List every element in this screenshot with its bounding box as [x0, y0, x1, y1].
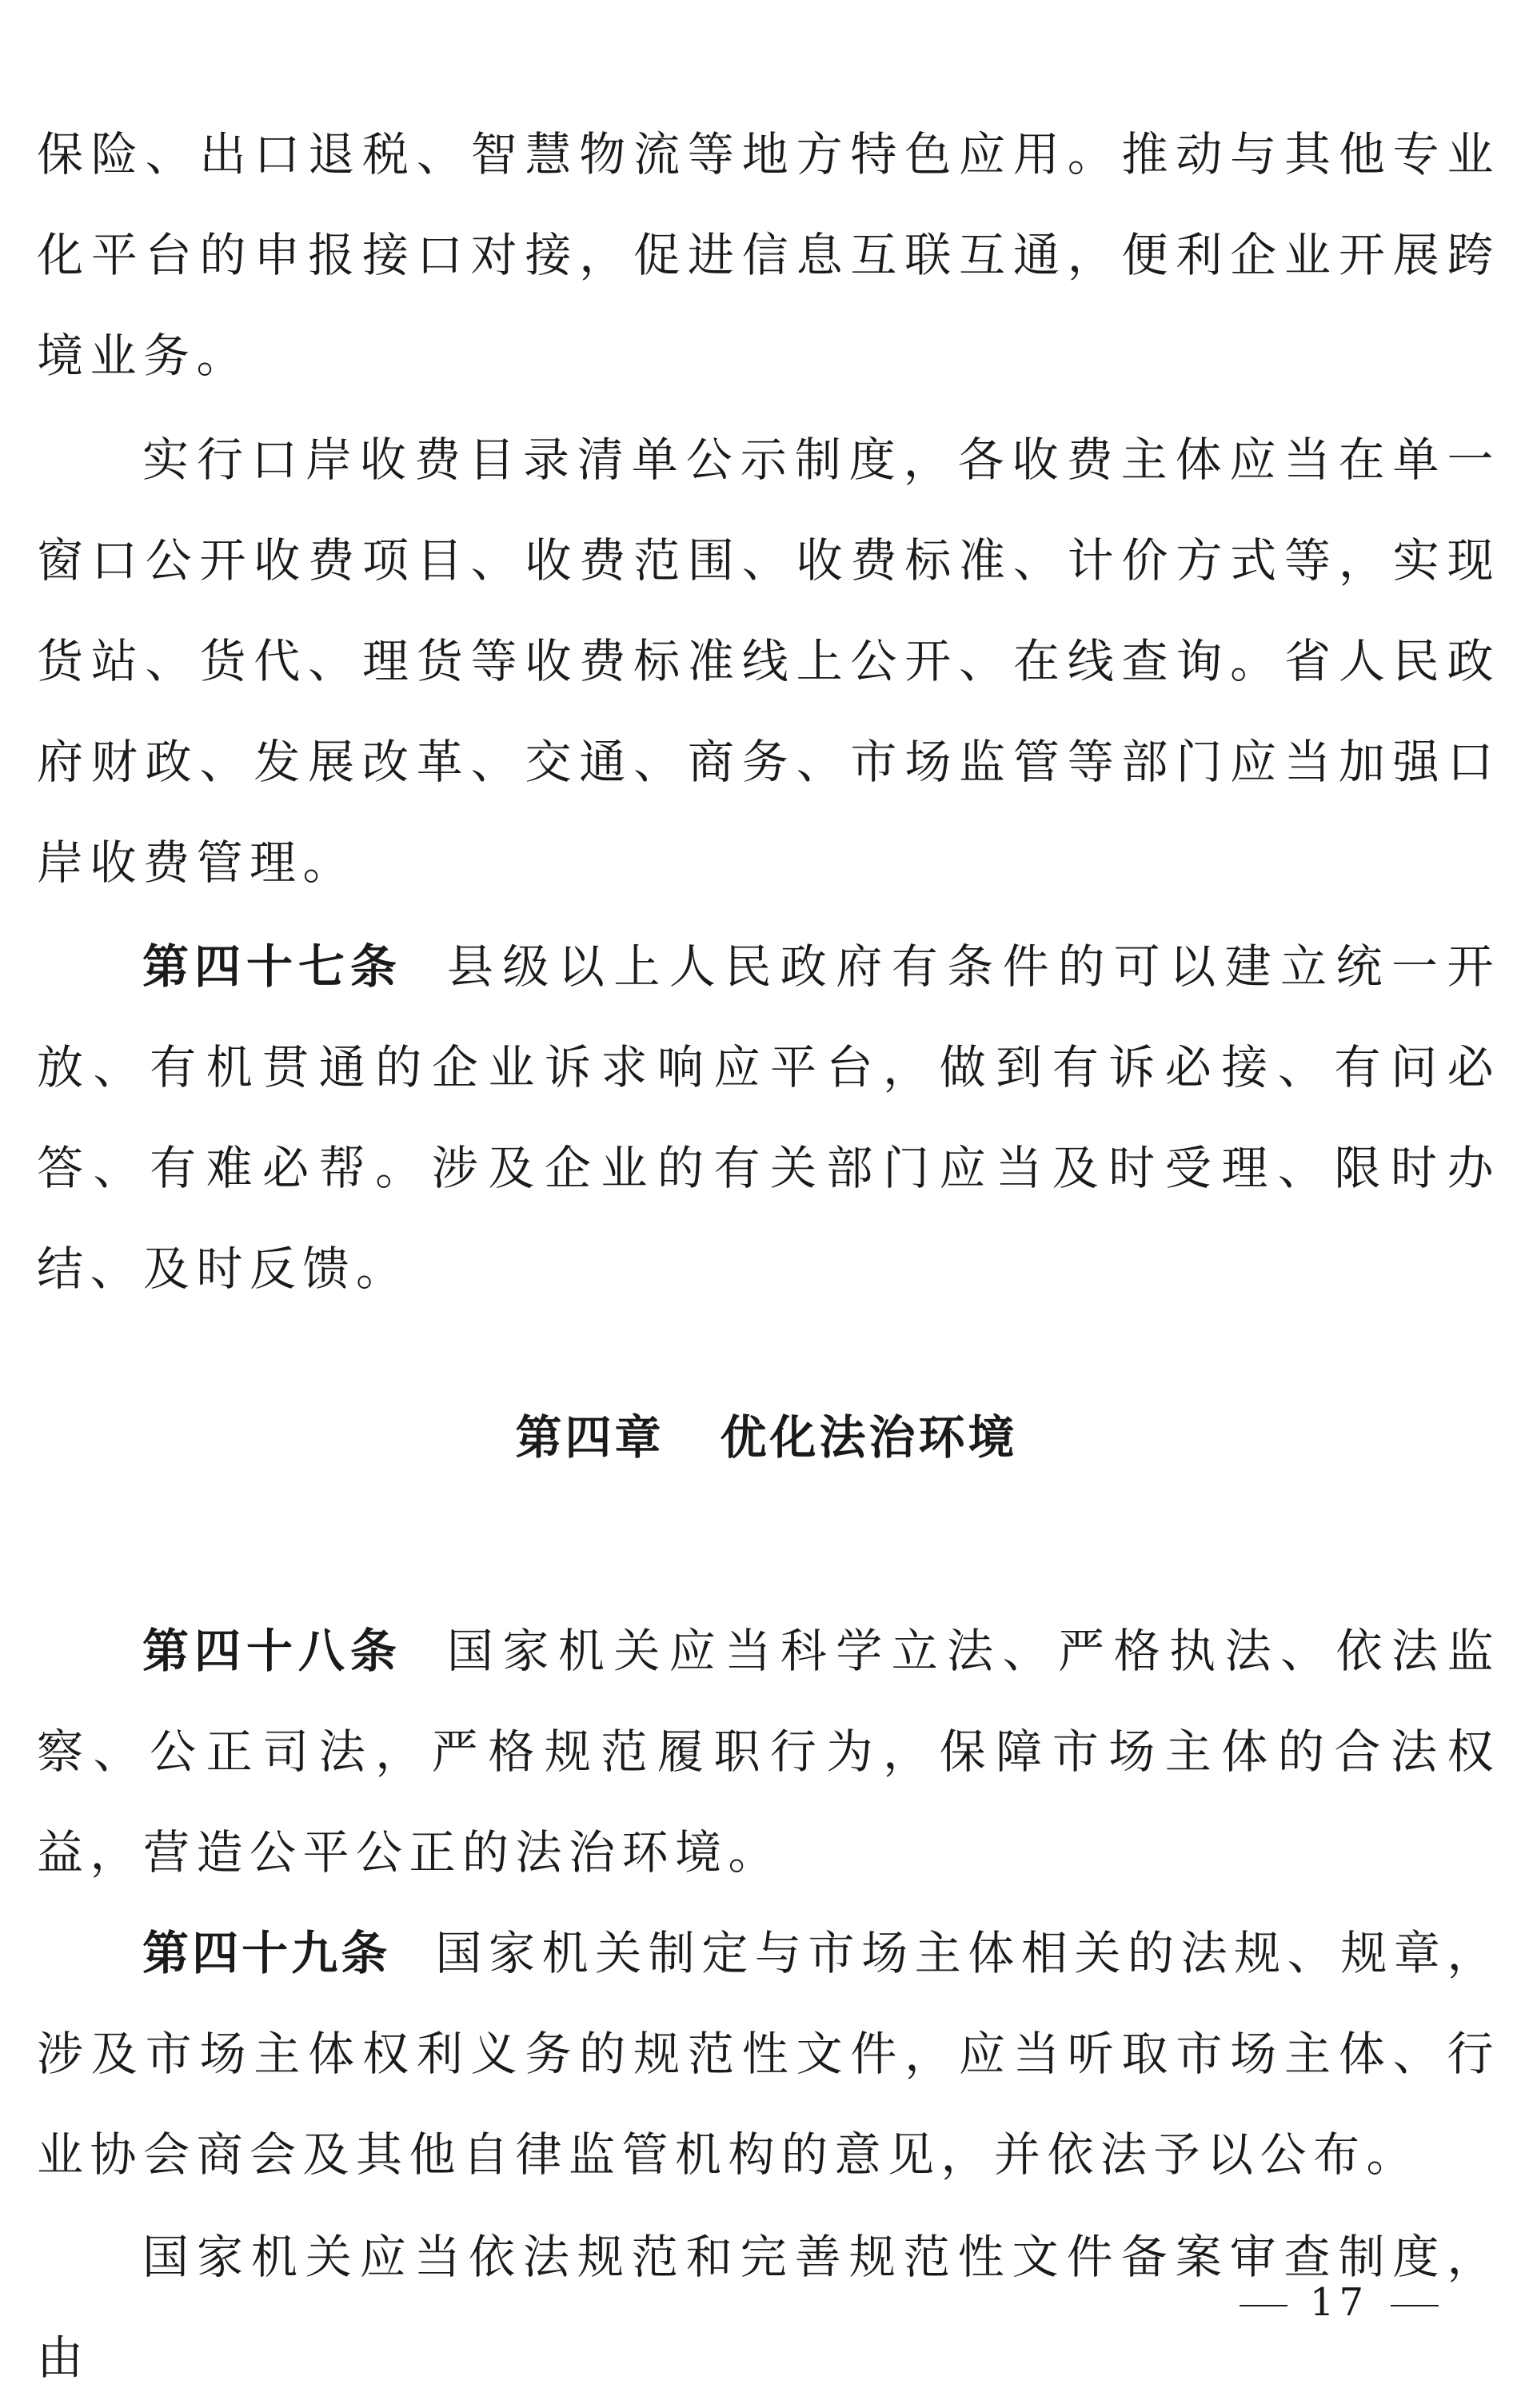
article-47-heading: 第四十七条	[142, 939, 402, 994]
dash-left	[1240, 2305, 1287, 2306]
article-47	[37, 916, 1500, 1319]
chapter-name: 优化法治环境	[720, 1410, 1018, 1465]
article-48-body: 国家机关应当科学立法、严格执法、依法监察、公正司法，严格规范履职行为，保障市场主体的合法权益，营造公平公正的法治环境。	[37, 1624, 1500, 1880]
article-49-body: 国家机关制定与市场主体相关的法规、规章，涉及市场主体权利义务的规范性文件，应当听取市场主体、行业协会商会及其他自律监管机构的意见，并依法予以公布。	[37, 1926, 1500, 2182]
article-48	[37, 1601, 1500, 1903]
article-47-body: 县级以上人民政府有条件的可以建立统一开放、有机贯通的企业诉求响应平台，做到有诉必接、有问必答、有难必帮。涉及企业的有关部门应当及时受理、限时办结、及时反馈。	[37, 939, 1500, 1296]
page-number-value: 17	[1309, 2280, 1368, 2325]
article-48-heading: 第四十八条	[142, 1624, 402, 1678]
paragraph-continued: 保险、出口退税、智慧物流等地方特色应用。推动与其他专业化平台的申报接口对接，促进信息互联互通，便利企业开展跨境业务。	[37, 127, 1500, 383]
article-49-heading: 第四十九条	[142, 1926, 391, 1980]
dash-right	[1391, 2305, 1439, 2306]
article-49	[37, 1903, 1500, 2205]
paragraph-port-fees: 实行口岸收费目录清单公示制度，各收费主体应当在单一窗口公开收费项目、收费范围、收费标准、计价方式等，实现货站、货代、理货等收费标准线上公开、在线查询。省人民政府财政、发展改革、交通、商务、市场监管等部门应当加强口岸收费管理。	[37, 433, 1500, 890]
chapter-number: 第四章	[515, 1410, 665, 1465]
page-number	[1217, 2278, 1461, 2326]
chapter-title	[0, 1387, 1533, 1488]
paragraph-filing-review: 国家机关应当依法规范和完善规范性文件备案审查制度，由	[37, 2230, 1500, 2385]
